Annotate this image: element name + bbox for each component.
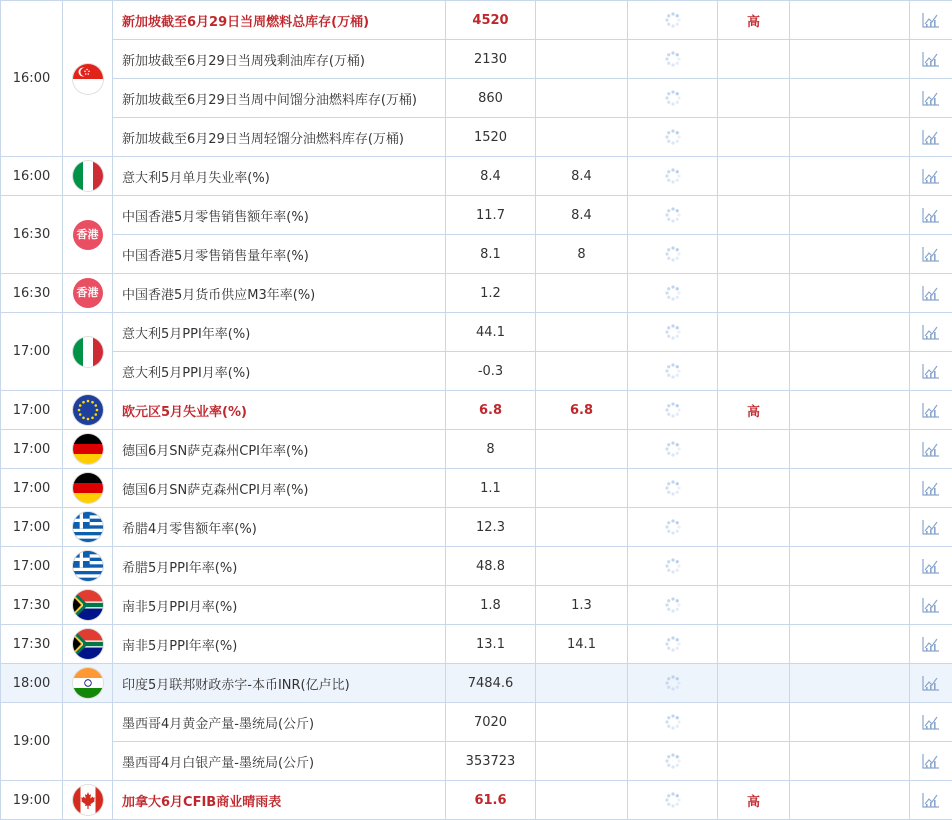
loading-spinner-icon xyxy=(664,715,682,730)
table-row[interactable] xyxy=(1,781,952,820)
interpretation-cell xyxy=(790,235,910,274)
indicator-name[interactable]: 印度5月联邦财政赤字-本币INR(亿卢比) xyxy=(113,664,446,703)
flag-cell xyxy=(63,391,113,430)
actual-value-loading xyxy=(628,1,718,40)
chart-cell[interactable] xyxy=(910,118,952,157)
loading-spinner-icon xyxy=(664,247,682,262)
chart-icon[interactable] xyxy=(922,598,940,613)
chart-icon[interactable] xyxy=(922,637,940,652)
time-cell: 16:00 xyxy=(1,157,63,196)
indicator-name[interactable]: 中国香港5月零售销售额年率(%) xyxy=(113,196,446,235)
interpretation-cell xyxy=(790,391,910,430)
ca-flag-icon xyxy=(73,785,103,815)
time-cell: 17:00 xyxy=(1,430,63,469)
table-row[interactable] xyxy=(1,118,952,157)
table-row[interactable] xyxy=(1,625,952,664)
time-cell: 19:00 xyxy=(1,781,63,820)
chart-cell[interactable] xyxy=(910,235,952,274)
time-cell: 17:30 xyxy=(1,586,63,625)
forecast-value: 14.1 xyxy=(536,625,628,664)
actual-value-loading xyxy=(628,664,718,703)
loading-spinner-icon xyxy=(664,325,682,340)
chart-icon[interactable] xyxy=(922,52,940,67)
importance-cell xyxy=(718,40,790,79)
importance-cell xyxy=(718,196,790,235)
importance-cell xyxy=(718,547,790,586)
importance-cell xyxy=(718,274,790,313)
loading-spinner-icon xyxy=(664,286,682,301)
importance-cell xyxy=(718,703,790,742)
chart-cell[interactable] xyxy=(910,586,952,625)
importance-cell xyxy=(718,313,790,352)
interpretation-cell xyxy=(790,157,910,196)
chart-cell[interactable] xyxy=(910,40,952,79)
forecast-value xyxy=(536,469,628,508)
actual-value-loading xyxy=(628,352,718,391)
actual-value-loading xyxy=(628,586,718,625)
table-row[interactable] xyxy=(1,79,952,118)
chart-icon[interactable] xyxy=(922,793,940,808)
previous-value: 7020 xyxy=(446,703,536,742)
chart-cell[interactable] xyxy=(910,547,952,586)
indicator-name[interactable]: 意大利5月PPI年率(%) xyxy=(113,313,446,352)
flag-cell xyxy=(63,157,113,196)
loading-spinner-icon xyxy=(664,208,682,223)
indicator-name[interactable]: 墨西哥4月白银产量-墨统局(公斤) xyxy=(113,742,446,781)
interpretation-cell xyxy=(790,196,910,235)
chart-icon[interactable] xyxy=(922,91,940,106)
chart-icon[interactable] xyxy=(922,130,940,145)
actual-value-loading xyxy=(628,274,718,313)
gr-flag-icon xyxy=(73,512,103,542)
previous-value: 7484.6 xyxy=(446,664,536,703)
indicator-name[interactable]: 南非5月PPI年率(%) xyxy=(113,625,446,664)
chart-cell[interactable] xyxy=(910,664,952,703)
chart-icon[interactable] xyxy=(922,676,940,691)
table-row[interactable] xyxy=(1,391,952,430)
flag-cell xyxy=(63,664,113,703)
loading-spinner-icon xyxy=(664,598,682,613)
forecast-value xyxy=(536,664,628,703)
hk-flag-icon: 香港 xyxy=(73,278,103,308)
importance-cell xyxy=(718,508,790,547)
actual-value-loading xyxy=(628,547,718,586)
importance-cell xyxy=(718,118,790,157)
importance-cell xyxy=(718,625,790,664)
forecast-value xyxy=(536,79,628,118)
loading-spinner-icon xyxy=(664,130,682,145)
it-flag-icon xyxy=(73,161,103,191)
indicator-name[interactable]: 新加坡截至6月29日当周轻馏分油燃料库存(万桶) xyxy=(113,118,446,157)
forecast-value xyxy=(536,313,628,352)
importance-cell xyxy=(718,157,790,196)
flag-cell xyxy=(63,781,113,820)
actual-value-loading xyxy=(628,430,718,469)
importance-cell xyxy=(718,469,790,508)
loading-spinner-icon xyxy=(664,52,682,67)
flag-cell xyxy=(63,625,113,664)
table-row[interactable] xyxy=(1,703,952,742)
interpretation-cell xyxy=(790,508,910,547)
indicator-name[interactable]: 德国6月SN萨克森州CPI年率(%) xyxy=(113,430,446,469)
chart-icon[interactable] xyxy=(922,247,940,262)
previous-value: 61.6 xyxy=(446,781,536,820)
flag-cell xyxy=(63,508,113,547)
previous-value: 48.8 xyxy=(446,547,536,586)
importance-cell xyxy=(718,235,790,274)
previous-value: 1.1 xyxy=(446,469,536,508)
actual-value-loading xyxy=(628,469,718,508)
forecast-value xyxy=(536,40,628,79)
forecast-value xyxy=(536,430,628,469)
indicator-name[interactable]: 新加坡截至6月29日当周中间馏分油燃料库存(万桶) xyxy=(113,79,446,118)
previous-value: 2130 xyxy=(446,40,536,79)
table-row[interactable] xyxy=(1,586,952,625)
previous-value: 860 xyxy=(446,79,536,118)
forecast-value xyxy=(536,703,628,742)
za-flag-icon xyxy=(73,590,103,620)
forecast-value: 8.4 xyxy=(536,196,628,235)
za-flag-icon xyxy=(73,629,103,659)
indicator-name[interactable]: 德国6月SN萨克森州CPI月率(%) xyxy=(113,469,446,508)
indicator-name[interactable]: 新加坡截至6月29日当周残剩油库存(万桶) xyxy=(113,40,446,79)
hk-flag-icon: 香港 xyxy=(73,220,103,250)
forecast-value: 6.8 xyxy=(536,391,628,430)
chart-cell[interactable] xyxy=(910,1,952,40)
table-row[interactable] xyxy=(1,40,952,79)
actual-value-loading xyxy=(628,118,718,157)
importance-label: 高 xyxy=(747,405,760,420)
actual-value-loading xyxy=(628,703,718,742)
chart-cell[interactable] xyxy=(910,625,952,664)
actual-value-loading xyxy=(628,742,718,781)
flag-cell xyxy=(63,430,113,469)
interpretation-cell xyxy=(790,664,910,703)
table-row[interactable] xyxy=(1,352,952,391)
time-cell: 17:00 xyxy=(1,469,63,508)
loading-spinner-icon xyxy=(664,793,682,808)
previous-value: 1.8 xyxy=(446,586,536,625)
chart-icon[interactable] xyxy=(922,364,940,379)
previous-value: 8.4 xyxy=(446,157,536,196)
indicator-name[interactable]: 希腊4月零售额年率(%) xyxy=(113,508,446,547)
importance-cell xyxy=(718,1,790,40)
loading-spinner-icon xyxy=(664,481,682,496)
chart-cell[interactable] xyxy=(910,157,952,196)
interpretation-cell xyxy=(790,781,910,820)
importance-cell xyxy=(718,430,790,469)
forecast-value xyxy=(536,547,628,586)
interpretation-cell xyxy=(790,430,910,469)
table-row[interactable] xyxy=(1,196,952,235)
chart-cell[interactable] xyxy=(910,469,952,508)
flag-cell xyxy=(63,274,113,313)
loading-spinner-icon xyxy=(664,520,682,535)
interpretation-cell xyxy=(790,40,910,79)
flag-cell xyxy=(63,469,113,508)
chart-cell[interactable] xyxy=(910,196,952,235)
table-row[interactable] xyxy=(1,469,952,508)
chart-cell[interactable] xyxy=(910,352,952,391)
loading-spinner-icon xyxy=(664,442,682,457)
previous-value: 13.1 xyxy=(446,625,536,664)
loading-spinner-icon xyxy=(664,403,682,418)
chart-icon[interactable] xyxy=(922,208,940,223)
in-flag-icon xyxy=(73,668,103,698)
chart-icon[interactable] xyxy=(922,481,940,496)
previous-value: 1520 xyxy=(446,118,536,157)
actual-value-loading xyxy=(628,79,718,118)
previous-value: 11.7 xyxy=(446,196,536,235)
forecast-value: 1.3 xyxy=(536,586,628,625)
chart-cell[interactable] xyxy=(910,274,952,313)
interpretation-cell xyxy=(790,352,910,391)
previous-value: 8 xyxy=(446,430,536,469)
table-row[interactable] xyxy=(1,274,952,313)
forecast-value xyxy=(536,781,628,820)
importance-label: 高 xyxy=(747,15,760,30)
flag-cell xyxy=(63,1,113,157)
time-cell: 17:30 xyxy=(1,625,63,664)
chart-icon[interactable] xyxy=(922,286,940,301)
indicator-name[interactable]: 新加坡截至6月29日当周燃料总库存(万桶) xyxy=(113,1,446,40)
loading-spinner-icon xyxy=(664,364,682,379)
importance-cell xyxy=(718,742,790,781)
table-row[interactable] xyxy=(1,742,952,781)
interpretation-cell xyxy=(790,742,910,781)
time-cell: 16:30 xyxy=(1,196,63,274)
de-flag-icon xyxy=(73,434,103,464)
table-row[interactable] xyxy=(1,430,952,469)
interpretation-cell xyxy=(790,274,910,313)
table-row[interactable] xyxy=(1,157,952,196)
chart-icon[interactable] xyxy=(922,754,940,769)
actual-value-loading xyxy=(628,313,718,352)
table-row[interactable] xyxy=(1,664,952,703)
loading-spinner-icon xyxy=(664,676,682,691)
table-row[interactable] xyxy=(1,313,952,352)
actual-value-loading xyxy=(628,196,718,235)
chart-icon[interactable] xyxy=(922,13,940,28)
actual-value-loading xyxy=(628,40,718,79)
interpretation-cell xyxy=(790,586,910,625)
table-row[interactable] xyxy=(1,235,952,274)
interpretation-cell xyxy=(790,547,910,586)
forecast-value xyxy=(536,742,628,781)
actual-value-loading xyxy=(628,508,718,547)
indicator-name[interactable]: 希腊5月PPI年率(%) xyxy=(113,547,446,586)
previous-value: 353723 xyxy=(446,742,536,781)
loading-spinner-icon xyxy=(664,13,682,28)
previous-value: 44.1 xyxy=(446,313,536,352)
chart-icon[interactable] xyxy=(922,715,940,730)
interpretation-cell xyxy=(790,1,910,40)
de-flag-icon xyxy=(73,473,103,503)
chart-cell[interactable] xyxy=(910,391,952,430)
previous-value: 6.8 xyxy=(446,391,536,430)
time-cell: 19:00 xyxy=(1,703,63,781)
actual-value-loading xyxy=(628,391,718,430)
forecast-value xyxy=(536,274,628,313)
time-cell: 17:00 xyxy=(1,391,63,430)
forecast-value: 8 xyxy=(536,235,628,274)
time-cell: 17:00 xyxy=(1,547,63,586)
chart-icon[interactable] xyxy=(922,169,940,184)
interpretation-cell xyxy=(790,625,910,664)
previous-value: 8.1 xyxy=(446,235,536,274)
flag-cell xyxy=(63,703,113,781)
indicator-name[interactable]: 中国香港5月货币供应M3年率(%) xyxy=(113,274,446,313)
chart-icon[interactable] xyxy=(922,325,940,340)
forecast-value xyxy=(536,352,628,391)
gr-flag-icon xyxy=(73,551,103,581)
importance-cell xyxy=(718,664,790,703)
previous-value: -0.3 xyxy=(446,352,536,391)
previous-value: 12.3 xyxy=(446,508,536,547)
eu-flag-icon xyxy=(73,395,103,425)
interpretation-cell xyxy=(790,79,910,118)
interpretation-cell xyxy=(790,469,910,508)
importance-cell xyxy=(718,391,790,430)
interpretation-cell xyxy=(790,703,910,742)
sg-flag-icon xyxy=(73,64,103,94)
forecast-value xyxy=(536,118,628,157)
importance-cell xyxy=(718,79,790,118)
flag-cell xyxy=(63,313,113,391)
indicator-name[interactable]: 意大利5月PPI月率(%) xyxy=(113,352,446,391)
importance-cell xyxy=(718,352,790,391)
forecast-value xyxy=(536,508,628,547)
forecast-value: 8.4 xyxy=(536,157,628,196)
time-cell: 16:30 xyxy=(1,274,63,313)
it-flag-icon xyxy=(73,337,103,367)
time-cell: 17:00 xyxy=(1,313,63,391)
previous-value: 1.2 xyxy=(446,274,536,313)
table-row[interactable] xyxy=(1,547,952,586)
chart-cell[interactable] xyxy=(910,430,952,469)
flag-cell xyxy=(63,196,113,274)
indicator-name[interactable]: 墨西哥4月黄金产量-墨统局(公斤) xyxy=(113,703,446,742)
forecast-value xyxy=(536,1,628,40)
chart-icon[interactable] xyxy=(922,442,940,457)
interpretation-cell xyxy=(790,118,910,157)
actual-value-loading xyxy=(628,781,718,820)
time-cell: 18:00 xyxy=(1,664,63,703)
chart-icon[interactable] xyxy=(922,559,940,574)
loading-spinner-icon xyxy=(664,91,682,106)
chart-cell[interactable] xyxy=(910,313,952,352)
flag-cell xyxy=(63,586,113,625)
chart-icon[interactable] xyxy=(922,520,940,535)
chart-icon[interactable] xyxy=(922,403,940,418)
importance-cell xyxy=(718,781,790,820)
chart-cell[interactable] xyxy=(910,742,952,781)
loading-spinner-icon xyxy=(664,169,682,184)
actual-value-loading xyxy=(628,235,718,274)
table-row[interactable] xyxy=(1,508,952,547)
time-cell: 17:00 xyxy=(1,508,63,547)
table-row[interactable] xyxy=(1,1,952,40)
actual-value-loading xyxy=(628,625,718,664)
importance-cell xyxy=(718,586,790,625)
time-cell: 16:00 xyxy=(1,1,63,157)
loading-spinner-icon xyxy=(664,637,682,652)
indicator-name[interactable]: 中国香港5月零售销售量年率(%) xyxy=(113,235,446,274)
indicator-name[interactable]: 意大利5月单月失业率(%) xyxy=(113,157,446,196)
indicator-name[interactable]: 加拿大6月CFIB商业晴雨表 xyxy=(113,781,446,820)
loading-spinner-icon xyxy=(664,754,682,769)
chart-cell[interactable] xyxy=(910,781,952,820)
chart-cell[interactable] xyxy=(910,703,952,742)
loading-spinner-icon xyxy=(664,559,682,574)
actual-value-loading xyxy=(628,157,718,196)
indicator-name[interactable]: 南非5月PPI月率(%) xyxy=(113,586,446,625)
previous-value: 4520 xyxy=(446,1,536,40)
chart-cell[interactable] xyxy=(910,79,952,118)
importance-label: 高 xyxy=(747,795,760,810)
chart-cell[interactable] xyxy=(910,508,952,547)
indicator-name[interactable]: 欧元区5月失业率(%) xyxy=(113,391,446,430)
flag-cell xyxy=(63,547,113,586)
interpretation-cell xyxy=(790,313,910,352)
